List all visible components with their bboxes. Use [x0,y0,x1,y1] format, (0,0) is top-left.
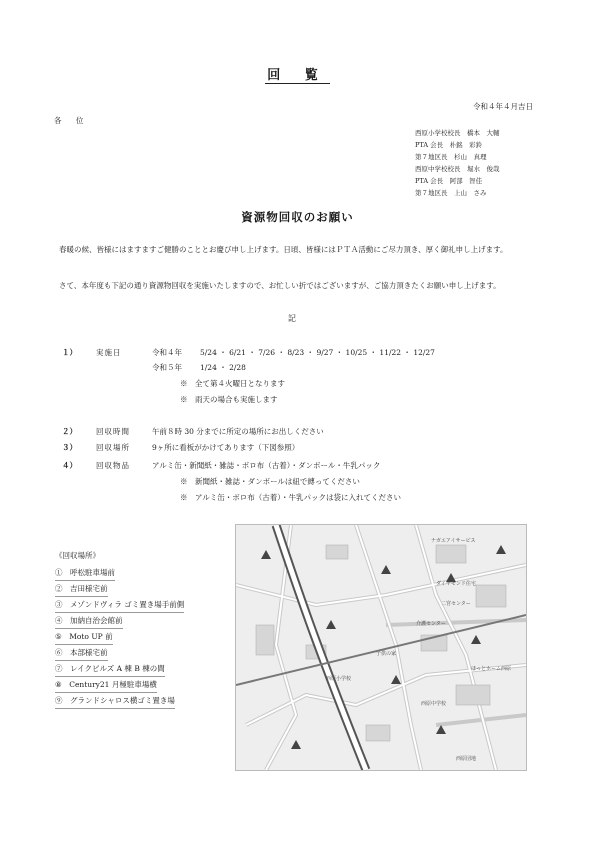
map-label: 西原中学校 [421,701,447,707]
schedule-note: ※ 雨天の場合も実施します [180,395,278,404]
subject-heading: 資源物回収のお願い [241,210,354,224]
item-text: 午前８時 30 分までに所定の場所にお出しください [152,427,324,436]
item-number: １） [62,348,77,357]
body-paragraph: 春暖の候、皆様にはますますご健勝のこととお慶び申し上げます。日頃、皆様にはＰＴＡ活動にご尽力頂き、厚く御礼申し上げます。 [59,245,508,254]
collection-point-legend [55,548,184,709]
goods-note: ※ 新聞紙・雑誌・ダンボールは紐で縛ってください [180,477,360,486]
schedule-note: ※ 全て第４火曜日となります [180,379,285,388]
item-number: ３） [62,443,77,452]
ki-marker: 記 [288,314,296,323]
sender-row: 第７地区長 上山 さみ [415,189,487,197]
legend-entry: ⑦ レイクビルズ A 棟 B 棟の間 [55,661,184,677]
item-number: ２） [62,427,77,436]
item-label: 回収場所 [96,443,130,452]
sender-row: 第７地区長 杉山 真理 [415,153,487,161]
legend-entry: ③ メゾンドヴィラ ゴミ置き場手前側 [55,597,184,613]
document-title: 回 覧 [267,68,328,83]
schedule-dates: 1/24 ・ 2/28 [200,363,246,372]
item-text: 9ヶ所に看板がかけてあります（下図参照） [152,443,300,452]
legend-entry: ② 吉田様宅前 [55,581,184,597]
schedule-era: 令和５年 [152,363,182,372]
body-paragraph: さて、本年度も下記の通り資源物回収を実施いたしますので、お忙しい折ではございますが、ご協力頂きたくお願い申し上げます。 [59,281,501,290]
item-number: ４） [62,461,77,470]
map-label: ナガエアイサービス [431,538,476,544]
map-label: 西原小学校 [326,676,352,682]
item-label: 実施日 [96,348,122,357]
document-date: 令和４年４月吉日 [473,102,533,111]
map-label: 子供の家 [376,651,397,657]
legend-entry: ⑤ Moto UP 前 [55,629,184,645]
addressee: 各 位 [54,116,90,125]
legend-entry: ④ 加納自治会館前 [55,613,184,629]
legend-title: 《回収場所》 [55,551,100,560]
goods-note: ※ アルミ缶・ボロ布（古着）・牛乳パックは袋に入れてください [180,493,401,502]
map-label: ほっとホーム西原 [471,666,512,672]
map-label: 西原団地 [456,756,477,762]
area-map [235,524,527,771]
legend-entry: ⑨ グランドシャロス横ゴミ置き場 [55,693,184,709]
map-label: 二宮センター [441,601,471,607]
schedule-dates: 5/24 ・ 6/21 ・ 7/26 ・ 8/23 ・ 9/27 ・ 10/25 ・ 11/22 ・ 12/27 [200,348,435,357]
sender-list [415,127,535,199]
item-text: アルミ缶・新聞紙・雑誌・ボロ布（古着）・ダンボール・牛乳パック [152,461,381,470]
sender-row: 西原小学校校長 橋本 大輔 [415,129,500,137]
legend-entry: ⑧ Century21 月極駐車場横 [55,677,184,693]
legend-entry: ⑥ 本部様宅前 [55,645,184,661]
item-label: 回収時間 [96,427,130,436]
map-label: ダイヤモンド住宅 [436,581,476,587]
sender-row: PTA 会長 朴銘 彩鈴 [415,141,483,149]
item-label: 回収物品 [96,461,130,470]
sender-row: 西原中学校校長 堀水 俊哉 [415,165,500,173]
map-label: 介護センター [416,621,446,627]
sender-row: PTA 会長 阿部 智佳 [415,177,483,185]
legend-entry: ① 呼松駐車場前 [55,565,184,581]
schedule-era: 令和４年 [152,348,182,357]
map-drawing [236,525,526,770]
